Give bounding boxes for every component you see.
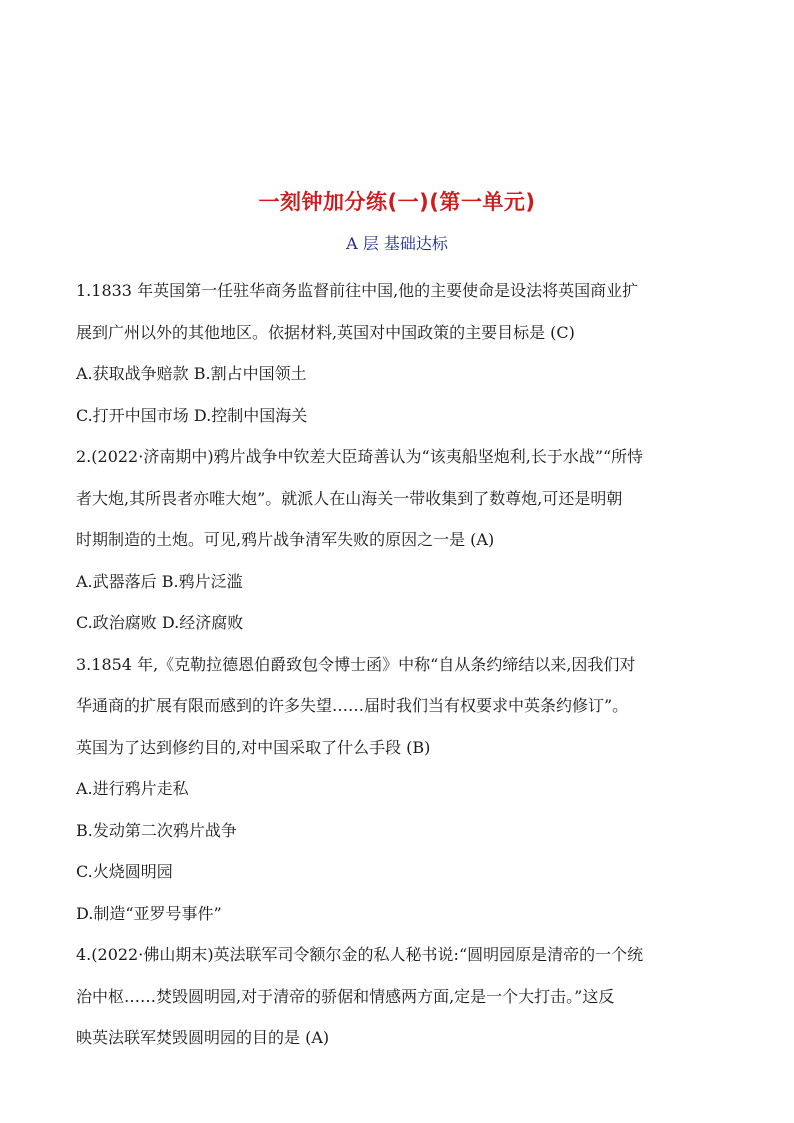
question-content (76, 270, 736, 1059)
question-3-line-1: 3.1854 年,《克勒拉德恩伯爵致包令博士函》中称“自从条约缔结以来,因我们对 (76, 654, 636, 674)
worksheet-title: 一刻钟加分练(一)(第一单元) (258, 190, 536, 214)
question-1-line-2: 展到广州以外的其他地区。依据材料,英国对中国政策的主要目标是 (C) (76, 322, 575, 342)
question-4-line-2: 治中枢……焚毁圆明园,对于清帝的骄倨和情感两方面,定是一个大打击。”这反 (76, 986, 615, 1006)
question-2-line-2: 者大炮,其所畏者亦唯大炮”。就派人在山海关一带收集到了数尊炮,可还是明朝 (76, 488, 623, 508)
question-3-option-c: C.火烧圆明园 (76, 862, 173, 881)
section-subtitle: A 层 基础达标 (346, 234, 448, 253)
question-1-line-1: 1.1833 年英国第一任驻华商务监督前往中国,他的主要使命是设法将英国商业扩 (76, 281, 639, 300)
question-2-line-3: 时期制造的土炮。可见,鸦片战争清军失败的原因之一是 (A) (76, 530, 495, 549)
question-2-options-cd: C.政治腐败 D.经济腐败 (76, 613, 244, 632)
question-2-options-ab: A.武器落后 B.鸦片泛滥 (76, 571, 243, 591)
question-3-option-a: A.进行鸦片走私 (76, 779, 189, 798)
question-4-line-3: 映英法联军焚毁圆明园的目的是 (A) (76, 1028, 330, 1047)
question-4-line-1: 4.(2022·佛山期末)英法联军司令额尔金的私人秘书说:“圆明园原是清帝的一个统 (76, 945, 644, 964)
question-1-options-ab: A.获取战争赔款 B.割占中国领土 (76, 364, 307, 383)
question-2-line-1: 2.(2022·济南期中)鸦片战争中钦差大臣琦善认为“该夷船坚炮利,长于水战”“所恃 (76, 447, 644, 466)
question-3-option-b: B.发动第二次鸦片战争 (76, 820, 237, 840)
question-3-line-2: 华通商的扩展有限而感到的许多失望……届时我们当有权要求中英条约修订”。 (76, 696, 629, 715)
question-3-option-d: D.制造“亚罗号事件” (76, 903, 222, 923)
question-1-options-cd: C.打开中国市场 D.控制中国海关 (76, 405, 308, 425)
question-3-line-3: 英国为了达到修约目的,对中国采取了什么手段 (B) (76, 737, 431, 757)
